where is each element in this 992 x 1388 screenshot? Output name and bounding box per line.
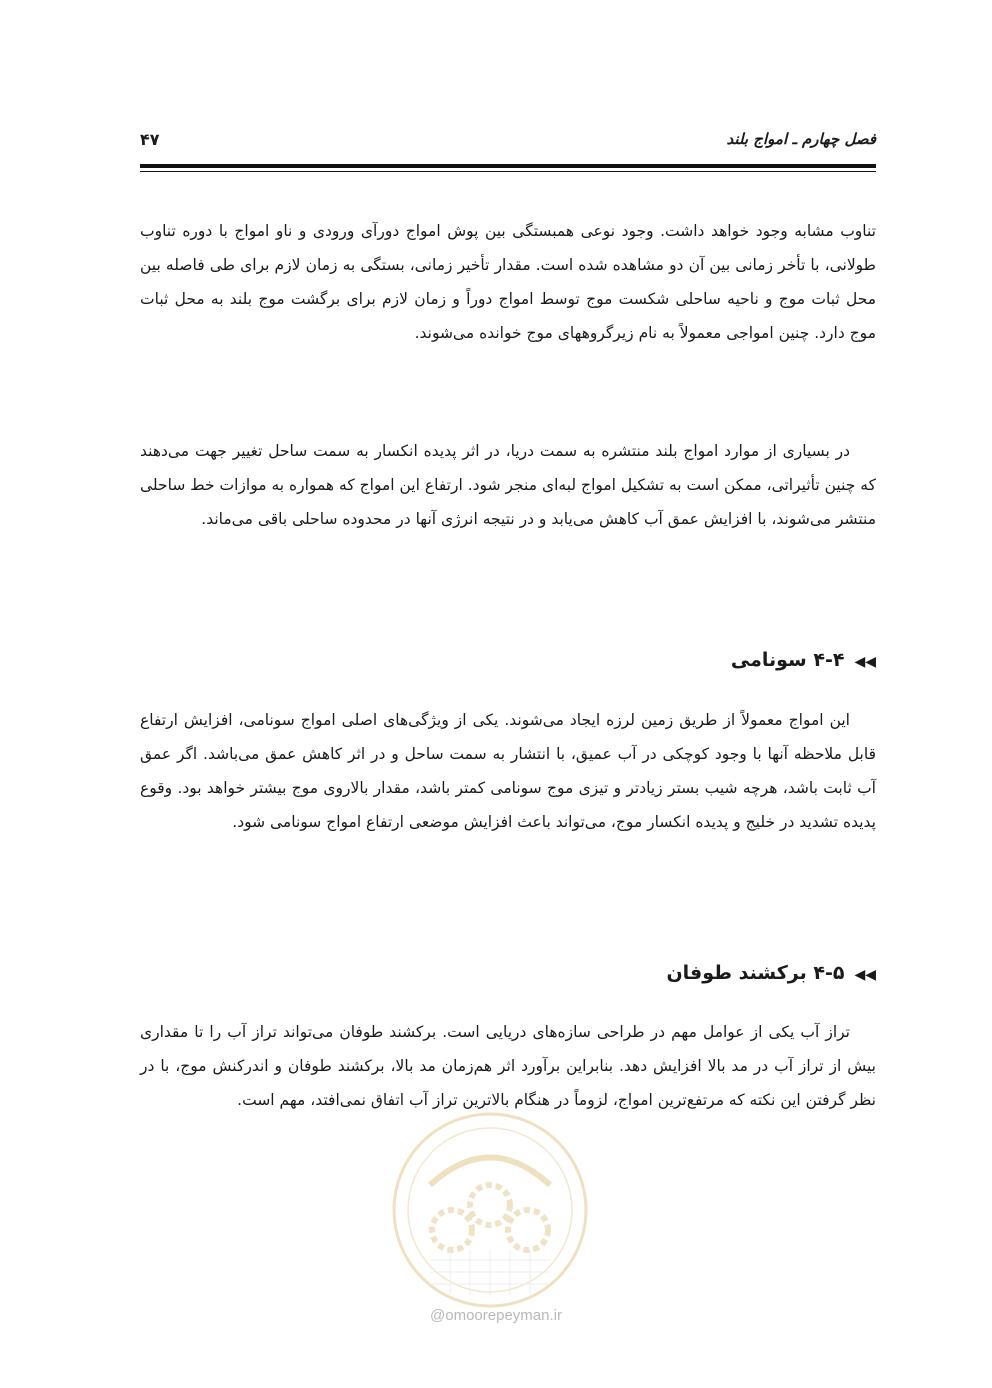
heading-marker-icon: ◀◀	[854, 967, 876, 983]
running-title: فصل چهارم ـ امواج بلند	[726, 130, 876, 148]
header-rule-thin	[140, 171, 876, 172]
section-heading-tsunami	[140, 645, 876, 677]
page-number: ۴۷	[140, 130, 160, 149]
paragraph-tsunami: این امواج معمولاً از طریق زمین لرزه ایجاد می‌شوند. یکی از ویژگی‌های اصلی امواج سونامی، افزایش ارتفاع قابل ملاحظه آنها با وجود کوچکی در آب عمیق، با انتشار به سمت ساحل و در اثر کاهش عمق می‌باشد. اگر عمق آب ثابت باشد، هرچه شیب بستر زیادتر و تیزی موج سونامی کمتر باشد، مقدار بالاروی موج بیشتر خواهد بود. وقوع پدیده تشدید در خلیج و پدیده انکسار موج، می‌تواند باعث افزایش موضعی ارتفاع امواج سونامی شود.	[140, 711, 876, 831]
watermark-seal-icon	[390, 1110, 590, 1310]
section-heading-storm-surge	[140, 958, 876, 990]
page-header	[140, 126, 876, 166]
heading-marker-icon: ◀◀	[854, 654, 876, 670]
section-title-storm-surge: ۴-۵ برکشند طوفان	[666, 962, 845, 984]
header-rule-thick	[140, 164, 876, 168]
watermark-text: @omoorepeyman.ir	[430, 1307, 562, 1324]
paragraph-edge-waves: در بسیاری از موارد امواج بلند منتشره به سمت دریا، در اثر پدیده انکسار به سمت ساحل تغییر جهت می‌دهند که چنین تأثیراتی، ممکن است به تشکیل امواج لبه‌ای منجر شود. ارتفاع این امواج که همواره به موازات خط ساحلی منتشر می‌شوند، با افزایش عمق آب کاهش می‌یابد و در نتیجه انرژی آنها در محدوده ساحلی باقی می‌ماند.	[140, 442, 876, 528]
paragraph-wave-groups: تناوب مشابه وجود خواهد داشت. وجود نوعی همبستگی بین پوش امواج دورآی ورودی و ناو امواج با دوره تناوب طولانی، با تأخر زمانی بین آن دو مشاهده شده است. مقدار تأخیر زمانی، بستگی به زمان لازم برای طی فاصله بین محل ثبات موج و ناحیه ساحلی شکست موج توسط امواج دوراً و زمان لازم برای برگشت موج بلند به محل ثبات موج دارد. چنین امواجی معمولاً به نام زیرگروههای موج خوانده می‌شوند.	[140, 222, 876, 342]
section-title-tsunami: ۴-۴ سونامی	[730, 649, 845, 671]
paragraph-storm-surge: تراز آب یکی از عوامل مهم در طراحی سازه‌های دریایی است. برکشند طوفان می‌تواند تراز آب را تا مقداری بیش از تراز آب در مد بالا افزایش دهد. بنابراین برآورد اثر هم‌زمان مد بالا، برکشند طوفان و اندرکنش موج، با در نظر گرفتن این نکته که مرتفع‌ترین امواج، لزوماً در هنگام بالاترین تراز آب اتفاق نمی‌افتد، مهم است.	[140, 1023, 876, 1109]
